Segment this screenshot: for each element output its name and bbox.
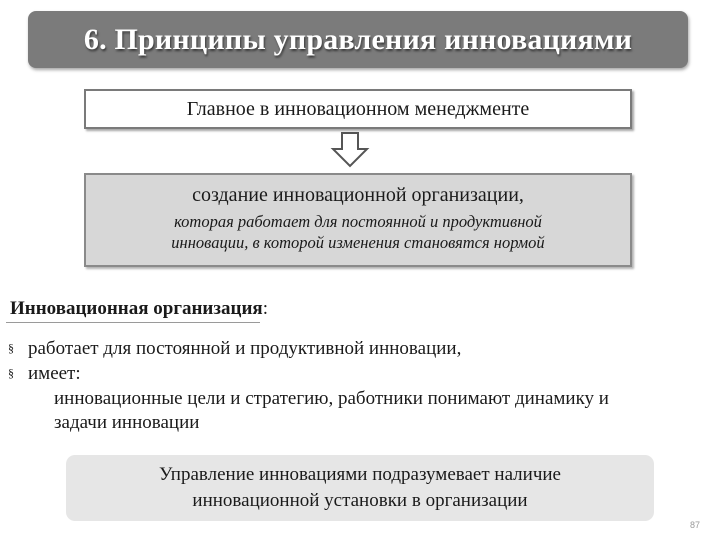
conclusion-line-1: Управление инновациями подразумевает наличие bbox=[159, 464, 561, 485]
section-bullet-icon: § bbox=[8, 341, 14, 355]
creation-sub-line-1: которая работает для постоянной и продуктивной bbox=[174, 212, 542, 231]
title-bar bbox=[28, 11, 688, 68]
conclusion-box bbox=[66, 455, 654, 521]
bullet-text-1: работает для постоянной и продуктивной инновации, bbox=[28, 338, 462, 359]
section-heading-colon: : bbox=[262, 298, 268, 319]
page-number: 87 bbox=[690, 520, 701, 530]
main-box-text: Главное в инновационном менеджменте bbox=[186, 97, 530, 120]
page-title: 6. Принципы управления инновациями bbox=[83, 22, 633, 56]
creation-box bbox=[84, 173, 632, 267]
bullet-text-2: имеет: bbox=[28, 363, 81, 384]
section-bullet-icon: § bbox=[8, 366, 14, 380]
bullet-detail-line-1: инновационные цели и стратегию, работники понимают динамику и bbox=[54, 388, 609, 409]
list-item bbox=[8, 362, 712, 387]
creation-sub-text bbox=[86, 211, 630, 253]
bullet-list bbox=[8, 337, 712, 435]
creation-main-text: создание инновационной организации, bbox=[192, 184, 524, 206]
bullet-detail-line-2: задачи инновации bbox=[54, 412, 200, 433]
down-arrow-icon bbox=[330, 131, 370, 169]
main-box bbox=[84, 89, 632, 129]
section-heading-text: Инновационная организация bbox=[10, 298, 263, 319]
list-item bbox=[8, 337, 712, 362]
section-heading bbox=[10, 298, 268, 320]
creation-sub-line-2: инновации, в которой изменения становятся нормой bbox=[171, 233, 545, 252]
conclusion-line-2: инновационной установки в организации bbox=[192, 490, 528, 511]
